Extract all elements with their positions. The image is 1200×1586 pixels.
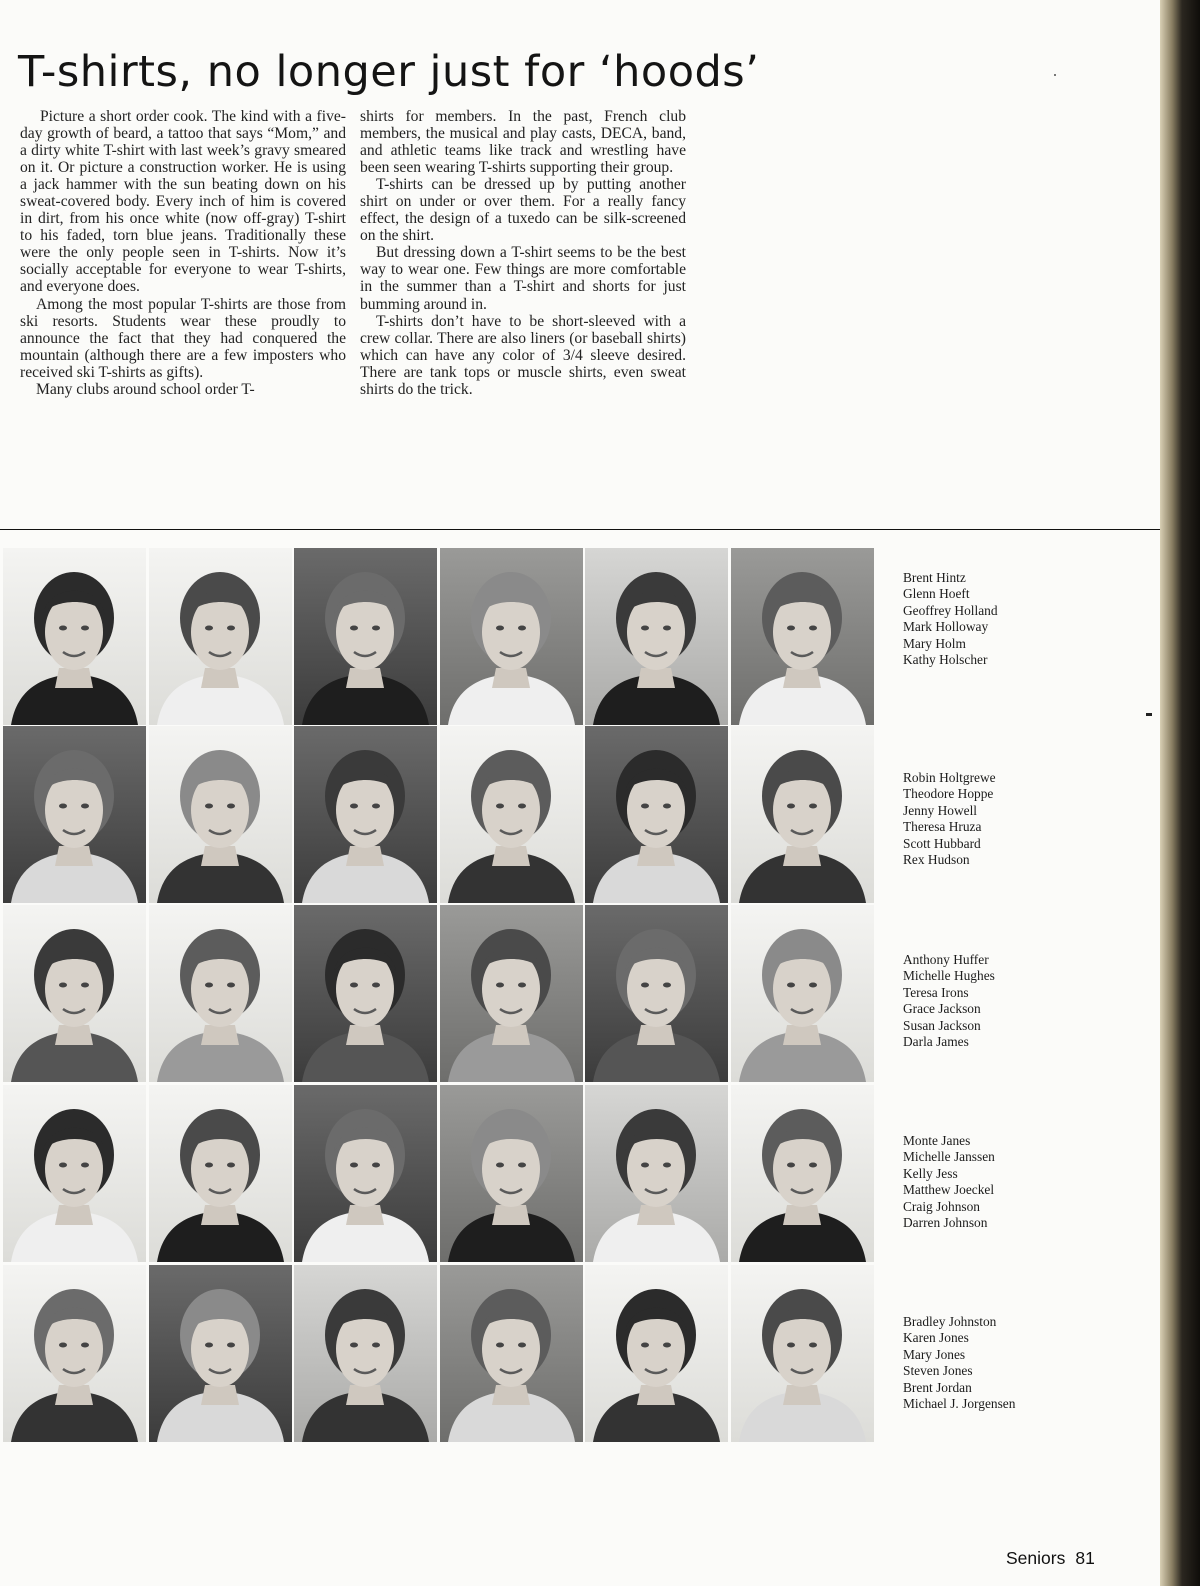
column-2-paragraph-2: T-shirts can be dressed up by putting another shirt on under or over them. For a really fancy effect, the design of a tuxedo can be silk-screened on the shirt. — [360, 176, 686, 245]
page-edge-shadow — [1160, 0, 1200, 1586]
student-name: Michelle Janssen — [903, 1149, 995, 1165]
student-name: Michelle Hughes — [903, 968, 995, 984]
student-portrait — [294, 726, 437, 903]
student-name: Kathy Holscher — [903, 652, 988, 668]
student-name: Scott Hubbard — [903, 835, 981, 851]
student-portrait — [3, 905, 146, 1082]
student-portrait — [731, 1085, 874, 1262]
student-portrait — [149, 548, 292, 725]
name-list-row-4 — [903, 1133, 995, 1231]
student-name: Mary Jones — [903, 1346, 966, 1362]
student-name: Michael J. Jorgensen — [903, 1396, 1016, 1412]
student-portrait — [149, 726, 292, 903]
student-portrait — [3, 1085, 146, 1262]
student-name: Mary Holm — [903, 635, 966, 651]
student-name: Theodore Hoppe — [903, 786, 994, 802]
article-column-2 — [360, 108, 686, 398]
student-portrait — [294, 548, 437, 725]
student-name: Jenny Howell — [903, 802, 978, 818]
student-name: Robin Holtgrewe — [903, 770, 996, 785]
student-name: Darren Johnson — [903, 1215, 988, 1231]
student-name: Mark Holloway — [903, 619, 989, 635]
student-portrait — [585, 1085, 728, 1262]
student-name: Brent Jordan — [903, 1379, 972, 1395]
column-1-paragraph-2: Among the most popular T-shirts are those from ski resorts. Students wear these proudly to announce the fact that they had conquered the mountain (although there are a few imposters who received ski T-shirts as gifts). — [20, 295, 346, 381]
student-portrait — [294, 1265, 437, 1442]
student-name: Brent Hintz — [903, 570, 966, 585]
student-name: Theresa Hruza — [903, 819, 982, 835]
student-name: Susan Jackson — [903, 1017, 981, 1033]
student-portrait — [731, 1265, 874, 1442]
student-name: Monte Janes — [903, 1133, 971, 1148]
student-name: Darla James — [903, 1034, 969, 1050]
student-portrait — [585, 548, 728, 725]
student-portrait — [731, 726, 874, 903]
student-portrait — [731, 548, 874, 725]
student-portrait — [585, 726, 728, 903]
name-list-row-2 — [903, 770, 996, 868]
student-name: Karen Jones — [903, 1330, 969, 1346]
print-speck — [1054, 74, 1056, 76]
student-name: Glenn Hoeft — [903, 586, 970, 602]
student-portrait — [731, 905, 874, 1082]
column-1-paragraph-3: Many clubs around school order T- — [36, 380, 255, 398]
name-list-row-3 — [903, 952, 995, 1050]
student-name: Grace Jackson — [903, 1001, 981, 1017]
student-portrait — [149, 1265, 292, 1442]
student-name: Rex Hudson — [903, 852, 970, 868]
column-2-paragraph-1: shirts for members. In the past, French club members, the musical and play casts, DECA, band, and athletic teams like track and wrestling have been seen wearing T-shirts supporting their group. — [360, 108, 686, 177]
student-name: Craig Johnson — [903, 1198, 980, 1214]
page-folio — [1006, 1548, 1095, 1569]
student-portrait — [440, 548, 583, 725]
student-portrait — [3, 548, 146, 725]
student-portrait — [3, 1265, 146, 1442]
student-name: Steven Jones — [903, 1363, 973, 1379]
student-portrait — [585, 1265, 728, 1442]
student-portrait — [440, 1085, 583, 1262]
student-name: Bradley Johnston — [903, 1314, 997, 1329]
print-speck — [1146, 713, 1152, 716]
column-2-paragraph-3: But dressing down a T-shirt seems to be the best way to wear one. Few things are more comfortable in the summer than a T-shirt and shorts for just bumming around in. — [360, 244, 686, 313]
name-list-row-1 — [903, 570, 998, 668]
column-1-paragraph-1: Picture a short order cook. The kind with a five-day growth of beard, a tattoo that says “Mom,” and a dirty white T-shirt with last week’s gravy smeared on it. Or picture a construction worker. He is using a jack hammer with the sun beating down on his sweat-covered body. Every inch of him is covered in dirt, from his once white (now off-gray) T-shirt to his faded, torn blue jeans. Traditionally these were the only people seen in T-shirts. Now it’s socially acceptable for everyone to wear T-shirts, and everyone does. — [20, 108, 346, 296]
section-label: Seniors — [1006, 1548, 1066, 1568]
student-name: Kelly Jess — [903, 1165, 958, 1181]
student-portrait — [440, 1265, 583, 1442]
student-portrait — [440, 905, 583, 1082]
student-portrait — [294, 905, 437, 1082]
student-name: Anthony Huffer — [903, 952, 989, 967]
article-headline: T-shirts, no longer just for ‘hoods’ — [18, 47, 760, 97]
student-portrait — [585, 905, 728, 1082]
student-name: Geoffrey Holland — [903, 602, 998, 618]
student-name: Teresa Irons — [903, 984, 969, 1000]
student-portrait — [149, 905, 292, 1082]
student-portrait — [3, 726, 146, 903]
student-portrait — [149, 1085, 292, 1262]
student-name: Matthew Joeckel — [903, 1182, 995, 1198]
section-divider — [0, 529, 1160, 530]
student-portrait — [294, 1085, 437, 1262]
name-list-row-5 — [903, 1314, 1015, 1412]
student-portrait — [440, 726, 583, 903]
page-number: 81 — [1075, 1548, 1095, 1568]
column-2-paragraph-4: T-shirts don’t have to be short-sleeved with a crew collar. There are also liners (or baseball shirts) which can have any color of 3/4 sleeve desired. There are tank tops or muscle shirts, even sweat shirts do the trick. — [360, 312, 686, 398]
article-column-1 — [20, 108, 346, 398]
